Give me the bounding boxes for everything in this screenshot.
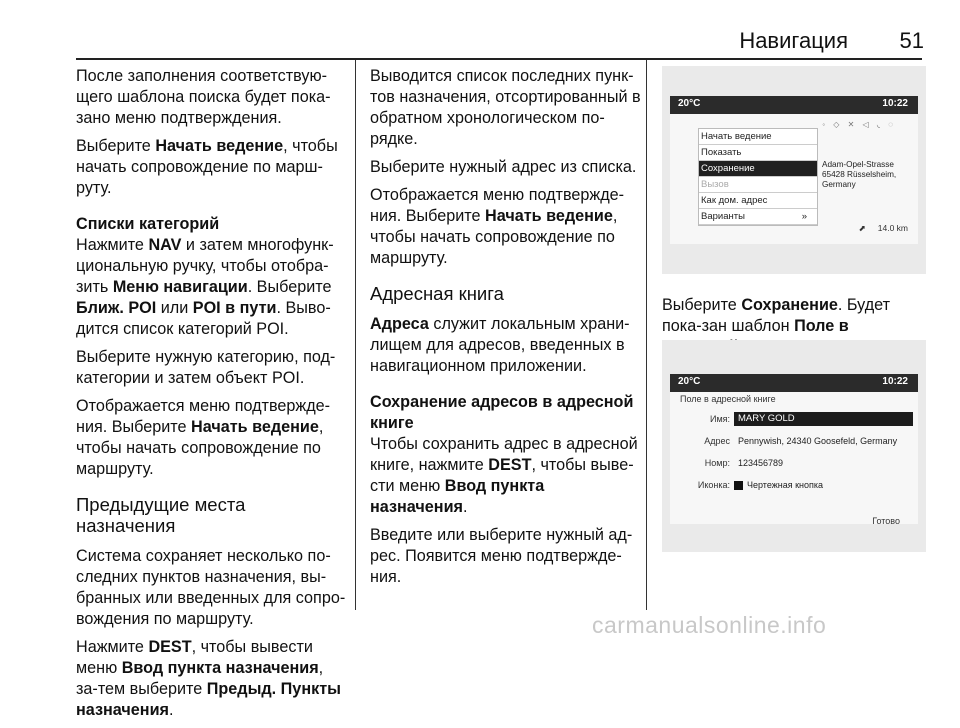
menu-item-start-guidance[interactable]: Начать ведение	[699, 129, 817, 145]
destination-address: Adam-Opel-Strasse 65428 Rüsselsheim, Germany	[822, 160, 897, 189]
paragraph: После заполнения соответствую-щего шаблона поиска будет пока-зано меню подтверждения.	[76, 67, 331, 127]
paragraph: Выберите нужный адрес из списка.	[370, 158, 637, 176]
column-divider	[646, 60, 647, 610]
name-field[interactable]: MARY GOLD	[734, 412, 913, 426]
menu-item-show[interactable]: Показать	[699, 145, 817, 161]
section-heading-previous: Предыдущие места назначения	[76, 494, 246, 536]
confirmation-menu	[698, 128, 818, 226]
paragraph: Выберите нужную категорию, под-категории и затем объект POI.	[76, 348, 336, 387]
paragraph: Отображается меню подтвержде-ния. Выберите Начать ведение, чтобы начать сопровождение по маршруту.	[370, 186, 625, 267]
temperature: 20°C	[678, 98, 701, 109]
column-2	[370, 66, 642, 595]
screenshot-confirmation-menu	[662, 66, 926, 274]
paragraph: Выберите Сохранение. Будет пока-зан шаблон Поле в	[662, 296, 891, 335]
section-heading-address-book: Адресная книга	[370, 283, 504, 304]
distance: ⬈ 14.0 km	[858, 223, 908, 233]
temperature: 20°C	[678, 376, 701, 387]
column-divider	[355, 60, 356, 610]
status-bar	[670, 374, 918, 392]
done-button[interactable]: Готово	[872, 516, 900, 526]
screenshot-address-book-form	[662, 340, 926, 552]
number-value[interactable]: 123456789	[738, 458, 784, 468]
column-1	[76, 66, 346, 728]
form-heading: Поле в адресной книге	[680, 394, 776, 404]
section-heading-save-addresses: Сохранение адресов в адресной книге	[370, 393, 634, 432]
clock: 10:22	[882, 376, 908, 387]
menu-item-save[interactable]: Сохранение	[699, 161, 817, 177]
section-heading-categories: Списки категорий	[76, 215, 220, 233]
status-icons: ◦ ◇ ✕ ◁ ◟ ◌	[822, 120, 896, 129]
paragraph: Выберите Начать ведение, чтобы начать сопровождение по марш-руту.	[76, 137, 338, 197]
menu-item-home-address[interactable]: Как дом. адрес	[699, 193, 817, 209]
menu-item-options[interactable]: Варианты »	[699, 209, 817, 225]
page-title: Навигация	[739, 28, 848, 53]
paragraph: Нажмите NAV и затем многофунк-циональную ручку, чтобы отобра-зить Меню навигации. Выберите Ближ. POI или POI в пути. Выво-дится список категорий POI.	[76, 236, 334, 338]
paragraph: Адреса служит локальным храни-лищем для адресов, введенных в навигационном приложении.	[370, 315, 630, 375]
address-value[interactable]: Pennywish, 24340 Goosefeld, Germany	[738, 436, 898, 446]
paragraph: Введите или выберите нужный ад-рес. Появится меню подтвержде-ния.	[370, 526, 633, 586]
paragraph: Система сохраняет несколько по-следних пунктов назначения, вы-бранных или введенных для сопро-вождения по маршруту.	[76, 547, 346, 628]
status-bar	[670, 96, 918, 114]
pushpin-icon	[734, 481, 743, 490]
page-number: 51	[899, 28, 924, 53]
paragraph: Нажмите DEST, чтобы вывести меню Ввод пункта назначения, за-тем выберите Предыд. Пункты назначения.	[76, 638, 341, 719]
paragraph: Отображается меню подтвержде-ния. Выберите Начать ведение, чтобы начать сопровождение по маршруту.	[76, 397, 331, 478]
menu-item-call[interactable]: Вызов	[699, 177, 817, 193]
page-header	[0, 0, 960, 58]
paragraph: Чтобы сохранить адрес в адресной книге, нажмите DEST, чтобы выве-сти меню Ввод пункта назначения.	[370, 435, 638, 516]
chevron-right-icon: »	[801, 211, 807, 222]
paragraph: Выводится список последних пунк-тов назначения, отсортированный в обратном хронологическом по-рядке.	[370, 67, 641, 148]
route-icon: ⬈	[858, 223, 866, 233]
clock: 10:22	[882, 98, 908, 109]
header-rule	[76, 58, 922, 60]
watermark: carmanualsonline.info	[592, 612, 827, 638]
display-panel	[670, 96, 918, 244]
icon-value[interactable]: Чертежная кнопка	[734, 480, 823, 490]
display-panel: 20°C 10:22 Поле в адресной книге Имя: MARY GOLD Адрес Pennywish, 24340 Goosefeld, Germany Номр: 123456789 Иконка: Чертежная кнопка	[670, 374, 918, 524]
